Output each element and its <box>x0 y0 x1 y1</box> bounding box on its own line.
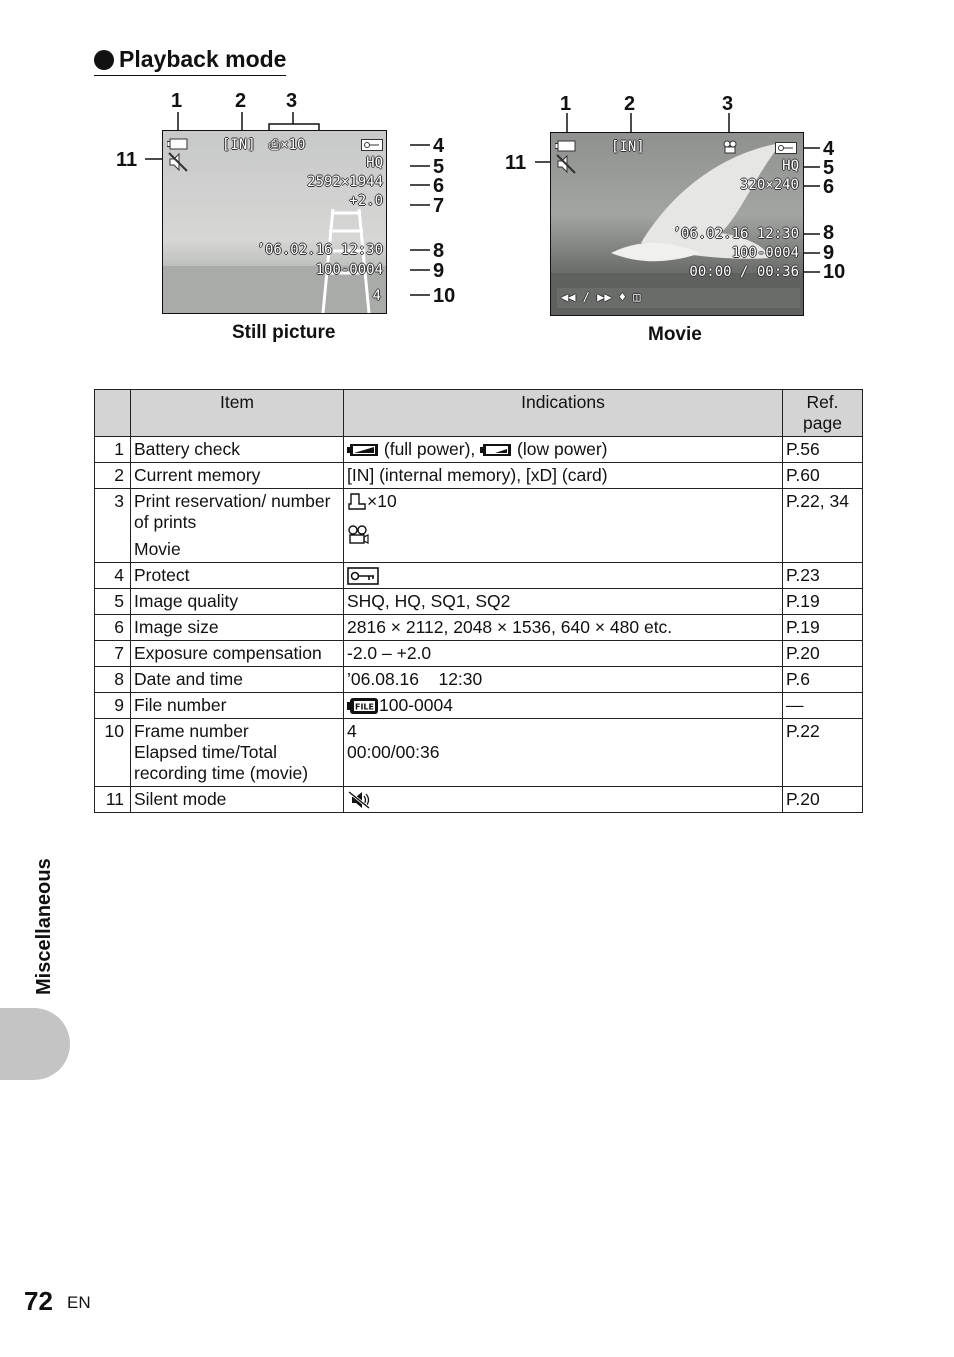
callout-1: 1 <box>171 90 183 112</box>
row-indication: -2.0 – +2.0 <box>344 641 783 667</box>
row-ref: P.20 <box>783 787 863 813</box>
row-ref: P.23 <box>783 563 863 589</box>
table-row <box>95 641 863 667</box>
row-indication: [IN] (internal memory), [xD] (card) <box>344 463 783 489</box>
row-ref: P.6 <box>783 667 863 693</box>
row-item: Battery check <box>131 437 344 463</box>
row-ref: P.60 <box>783 463 863 489</box>
table-header-row <box>95 390 863 437</box>
callout-2: 2 <box>235 90 247 112</box>
callout-8: 8 <box>433 240 445 262</box>
still-caption: Still picture <box>232 322 336 343</box>
still-quality: HQ <box>366 155 383 171</box>
side-label: Miscellaneous <box>33 858 55 995</box>
print-icon <box>347 493 367 511</box>
row-ref: P.19 <box>783 615 863 641</box>
movie-caption: Movie <box>648 324 702 345</box>
movie-icon <box>347 525 369 545</box>
row-item: Protect <box>131 563 344 589</box>
still-exposure: +2.0 <box>349 193 383 209</box>
row-ref: P.22, 34 <box>783 489 863 563</box>
row-number: 6 <box>95 615 131 641</box>
callout-11: 11 <box>116 149 138 171</box>
movie-callout-2: 2 <box>624 93 636 115</box>
row-ref: P.22 <box>783 719 863 787</box>
row-indication: ’06.08.16 12:30 <box>344 667 783 693</box>
indications-table <box>94 389 863 813</box>
callout-3: 3 <box>286 90 298 112</box>
still-image-size: 2592×1944 <box>307 174 383 190</box>
table-row <box>95 563 863 589</box>
file-icon <box>347 697 379 715</box>
row-number: 11 <box>95 787 131 813</box>
movie-callout-3: 3 <box>722 93 734 115</box>
movie-quality: HQ <box>782 158 799 174</box>
movie-callout-8: 8 <box>823 222 835 244</box>
row-item: Date and time <box>131 667 344 693</box>
battery-low-icon <box>480 443 512 457</box>
movie-callout-11: 11 <box>505 152 527 174</box>
movie-file-number: 100-0004 <box>731 245 799 261</box>
row-ref: P.19 <box>783 589 863 615</box>
row-indication: ×10 <box>344 489 783 563</box>
col-header-number <box>95 390 131 437</box>
movie-datetime: ’06.02.16 12:30 <box>672 226 799 242</box>
movie-controls: ◀◀ / ▶▶ ♦ ◫ <box>561 290 641 304</box>
movie-protect-icon <box>775 142 797 154</box>
callout-7: 7 <box>433 195 445 217</box>
table-row <box>95 693 863 719</box>
movie-callout-4: 4 <box>823 138 835 160</box>
callout-4: 4 <box>433 135 445 157</box>
callout-6: 6 <box>433 175 445 197</box>
row-number: 9 <box>95 693 131 719</box>
movie-callout-9: 9 <box>823 242 835 264</box>
row-indication: 4 00:00/00:36 <box>344 719 783 787</box>
col-header-indications: Indications <box>344 390 783 437</box>
movie-silent-mode-icon <box>555 153 577 175</box>
row-item: Exposure compensation <box>131 641 344 667</box>
row-indication <box>344 563 783 589</box>
row-number: 8 <box>95 667 131 693</box>
row-item: File number <box>131 693 344 719</box>
still-file-number: 100-0004 <box>315 262 383 278</box>
silent-mode-icon <box>347 790 371 810</box>
table-row <box>95 437 863 463</box>
table-row <box>95 615 863 641</box>
side-tab <box>0 1008 70 1080</box>
table-row <box>95 667 863 693</box>
callout-lines <box>0 0 954 360</box>
callout-5: 5 <box>433 156 445 178</box>
table-row <box>95 787 863 813</box>
row-item: Image size <box>131 615 344 641</box>
row-ref: — <box>783 693 863 719</box>
row-item: Silent mode <box>131 787 344 813</box>
movie-callout-1: 1 <box>560 93 572 115</box>
row-number: 5 <box>95 589 131 615</box>
silent-mode-icon <box>167 151 189 173</box>
row-indication: FILE 100-0004 <box>344 693 783 719</box>
col-header-item: Item <box>131 390 344 437</box>
callout-10: 10 <box>433 285 456 307</box>
table-row <box>95 463 863 489</box>
page-number: 72 <box>24 1286 53 1316</box>
row-number: 2 <box>95 463 131 489</box>
row-number: 10 <box>95 719 131 787</box>
col-header-ref-page: Ref. page <box>783 390 863 437</box>
movie-callout-10: 10 <box>823 261 846 283</box>
movie-icon <box>723 140 737 154</box>
row-indication: (full power), (low power) <box>344 437 783 463</box>
row-number: 1 <box>95 437 131 463</box>
movie-image-size: 320×240 <box>739 177 799 193</box>
row-item: Image quality <box>131 589 344 615</box>
row-ref: P.20 <box>783 641 863 667</box>
still-scene-graphic <box>163 131 386 313</box>
table-row <box>95 589 863 615</box>
movie-screen <box>550 132 804 316</box>
movie-battery-icon <box>555 140 577 152</box>
row-number: 3 <box>95 489 131 563</box>
language-label: EN <box>67 1293 91 1312</box>
row-item: Current memory <box>131 463 344 489</box>
row-indication: SHQ, HQ, SQ1, SQ2 <box>344 589 783 615</box>
movie-callout-6: 6 <box>823 176 835 198</box>
movie-memory-indicator: [IN] <box>611 139 645 155</box>
protect-icon <box>347 567 379 585</box>
movie-callout-5: 5 <box>823 157 835 179</box>
row-ref: P.56 <box>783 437 863 463</box>
callout-9: 9 <box>433 260 445 282</box>
still-picture-screen <box>162 130 387 314</box>
section-heading-text: Playback mode <box>119 46 287 72</box>
movie-control-bar <box>557 288 800 308</box>
row-item: Frame number Elapsed time/Total recording time (movie) <box>131 719 344 787</box>
row-indication: 2816 × 2112, 2048 × 1536, 640 × 480 etc. <box>344 615 783 641</box>
svg-text:FILE: FILE <box>354 702 375 712</box>
table-row <box>95 489 863 563</box>
protect-icon <box>361 139 383 151</box>
still-print-count: ⎙×10 <box>269 137 306 153</box>
row-item: Print reservation/ number of prints Movie <box>131 489 344 563</box>
still-frame-number: 4 <box>372 288 381 304</box>
movie-elapsed-time: 00:00 / 00:36 <box>689 264 799 280</box>
row-indication <box>344 787 783 813</box>
row-number: 4 <box>95 563 131 589</box>
row-number: 7 <box>95 641 131 667</box>
still-datetime: ’06.02.16 12:30 <box>256 242 383 258</box>
battery-icon <box>167 138 189 150</box>
still-memory-indicator: [IN] <box>222 137 256 153</box>
battery-full-icon <box>347 443 379 457</box>
table-row <box>95 719 863 787</box>
